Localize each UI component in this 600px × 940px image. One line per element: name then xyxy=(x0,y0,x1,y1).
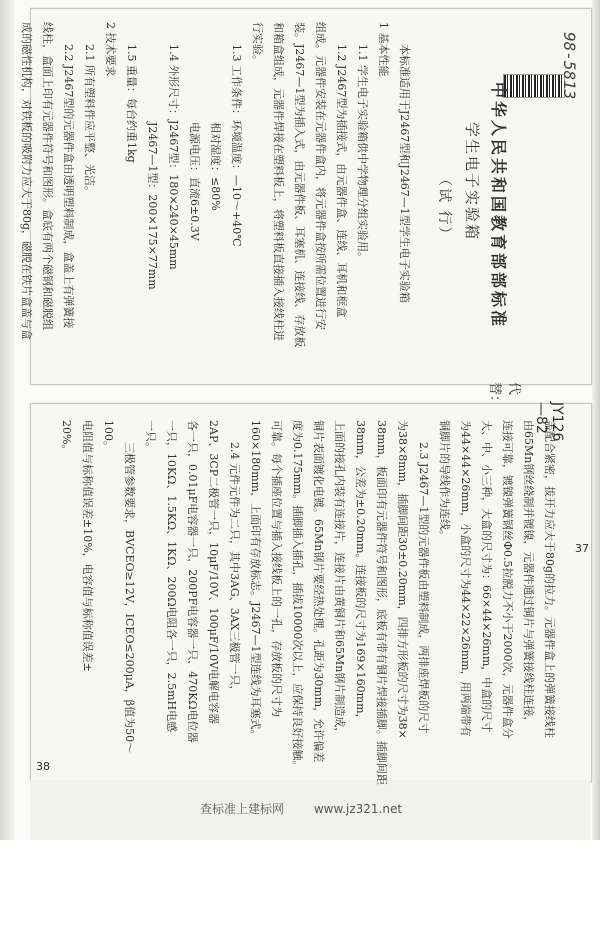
body-line: 1.4 外形尺寸：J2467型：180×240×45mm xyxy=(167,44,180,270)
body-line: 盖配合紧密，拔开力应大于80g的拉力。元器件盒上的弹簧接线柱 xyxy=(543,420,556,739)
body-line: 组成。元器件安装在元器件盒内，将元器件盒按所需位置进行安 xyxy=(314,22,327,330)
document-title: 学生电子实验箱 xyxy=(463,122,481,242)
body-line: 铜脚片的导线作为连线。 xyxy=(438,420,451,541)
body-line: 38mm，公差为±0.20mm。连接板的尺寸为169×160mm， xyxy=(354,420,367,725)
body-line: 1 基本性能 xyxy=(377,22,390,77)
body-line: 电源电压：直流6±0.3V xyxy=(188,122,201,241)
body-line: 1.2 J2467型为插接式，由元器件盒、连线、耳机和框盒 xyxy=(335,44,348,318)
body-line: 38mm，板面印有元器件符号和图形，底板有带有铜片焊接插脚。插脚间距 xyxy=(375,420,388,785)
scan-left-edge xyxy=(0,0,14,840)
body-line: 度为0.175mm。插脚插入插孔，插拔10000次以上，应保持良好接触。 xyxy=(291,420,304,772)
body-line: 为38×8mm，插脚间距30±0.20mm，四排方形板的尺寸为38× xyxy=(396,420,409,739)
body-line: 由65Mn钢丝绕制并镀镍，元器件通过铜片与弹簧接线柱连接， xyxy=(522,420,535,728)
body-line: 2.2 J2467型的元器件盒由透明塑料制成，盒盖上有弹簧接 xyxy=(62,44,75,329)
scan-right-edge xyxy=(592,0,600,840)
body-line: 本标准适用于J2467型和J2467—1型学生电子实验箱 xyxy=(398,44,411,303)
handwritten-note: 98-5813 xyxy=(560,32,579,100)
body-line: 可靠。每个插座位置与插入接线板上的一孔，存放板的尺寸为 xyxy=(270,420,283,717)
page-number: 37 xyxy=(575,542,589,555)
body-line: 1.1 学生电子实验箱供中学物理分组实验用。 xyxy=(356,44,369,263)
body-line: 大、中、小三种，大盒的尺寸为：66×44×26mm，中盒的尺寸 xyxy=(480,420,493,733)
body-line: 20%。 xyxy=(60,420,73,456)
body-line: 三极管参数要求，BVCEO≥12V，ICEO≤200μA，β值为50～ xyxy=(123,442,136,754)
body-line: 铜片表面镀化电镀。65Mn钢片要经热处理。孔距为30mm，允许偏差 xyxy=(312,420,325,763)
body-line: 1.5 重量：每台约重1kg xyxy=(125,44,138,163)
body-line: 线柱，盒面上印有元器件符号和图形。盒底有两个磁钢和磁脱组 xyxy=(41,22,54,330)
body-line: 成的磁性机构，对铁板的吸附力应大于80g，磁脱在铁片盒盖与盒 xyxy=(20,22,33,341)
body-line: 电阻值与标称值误差±10%，电容值与标称值误差± xyxy=(81,420,94,672)
body-line: 相对湿度：≤80% xyxy=(209,122,222,211)
body-line: 2.4 元件元件为二只，其中3AG、3AX三极管一只， xyxy=(228,442,241,697)
body-line: 2.1 所有塑料件应平整、光洁。 xyxy=(83,44,96,197)
body-line: 一只，10KΩ、1.5KΩ、1KΩ、200Ω电阻各一只，2.5mH电感 xyxy=(165,420,178,733)
trial-label: （试 行） xyxy=(436,172,452,243)
page-38-body xyxy=(56,420,560,940)
body-line: 160×180mm，上面印有存放标志。J2467—1型连线为耳塞式。 xyxy=(249,420,262,741)
body-line: 各一只，0.01μF电容器一只，200PF电容器一只，470KΩ电位器 xyxy=(186,420,199,743)
body-line: 为44×44×26mm，小盒的尺寸为44×22×26mm，用两端带有 xyxy=(459,420,472,737)
body-line: J2467—1型：200×175×77mm xyxy=(146,122,159,290)
watermark-url[interactable]: www.jz321.net xyxy=(313,802,403,816)
body-line: 上面的接孔内装有连接片，连接片由黄铜片和65Mn钢片制造成， xyxy=(333,420,346,739)
body-line: 100。 xyxy=(102,420,115,452)
body-line: 1.3 工作条件：环境温度：—10～+40℃ xyxy=(230,44,243,247)
body-line: 装。J2467—1型为插入式，由元器件板、耳塞机、连接线、存放板 xyxy=(293,22,306,348)
barcode-icon xyxy=(503,74,565,98)
page-38-content xyxy=(50,420,560,785)
standard-code: JY126—82 xyxy=(533,402,565,442)
body-line: 连接可靠，镀镍弹簧钢丝Φ0.5拉脱力不小于2000次，元器件盒分 xyxy=(501,420,514,739)
body-line: 2 技术要求 xyxy=(104,22,117,77)
body-line: 行实验。 xyxy=(251,22,264,66)
watermark xyxy=(200,800,428,817)
page-number: 38 xyxy=(36,760,50,773)
body-line: 一只。 xyxy=(144,420,157,453)
replaces-label: 代替： xyxy=(487,382,521,409)
body-line: 2.3 J2467—1型的元器件板由塑料制成，两排座焊板的尺寸 xyxy=(417,442,430,734)
issuing-organization: 中华人民共和国教育部部标准 xyxy=(489,82,508,330)
watermark-site-name: 查标准上建标网 xyxy=(200,802,285,816)
body-line: 2AP、3CP二极管一只，10μF/10V、100μF/10V电解电容器 xyxy=(207,420,220,725)
body-line: 和箱盒组成，元器件焊接在塑料板上，将塑料板直接插入接线柱进 xyxy=(272,22,285,341)
